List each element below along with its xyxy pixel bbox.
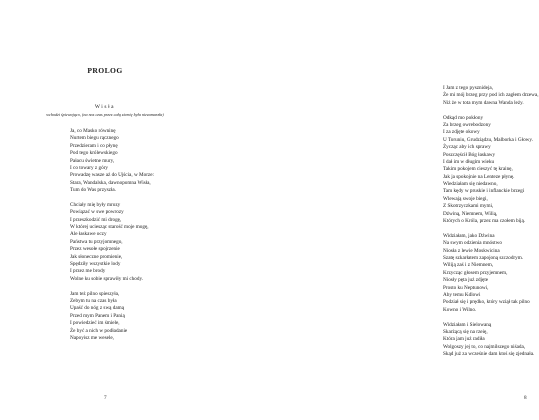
verse-line: Odkąd mo pokłony: [443, 114, 484, 121]
verse-line: Jam też pilno spieszyła,: [70, 290, 120, 297]
verse-line: Skarżącą się na rzeię,: [443, 328, 488, 335]
verse-line: Wolgoszy jej to, co najmilszego niśada,: [443, 343, 526, 350]
verse-line: Na swym odzienia mnóstwo: [443, 240, 502, 247]
verse-line: Ja, co Masko równinę: [70, 128, 116, 134]
verse-line: I przeszkodzić mi drogę,: [70, 216, 122, 223]
verse-line: Kowno i Wilno.: [443, 306, 477, 313]
verse-line: Jak słoneczne promienie,: [70, 253, 123, 260]
verse-line: Niosła z lewie Moskwicina: [443, 247, 500, 254]
prolog-heading: PROLOG: [87, 66, 123, 75]
verse-line: Która jam już radiła: [443, 336, 485, 343]
verse-line: Poszczęścił Bóg łaskawy: [443, 151, 496, 158]
page-number-left: 7: [104, 395, 107, 401]
stanza-break: [70, 283, 154, 290]
verse-line: Powiązać w swe powrozy: [70, 209, 124, 216]
verse-line: Prowadzę wasze aż do Ujścia, w Morze:: [70, 172, 154, 179]
verse-line: Przed mym Panem i Panią: [70, 312, 125, 319]
verse-line: I Jam z tego pysznideja,: [443, 85, 493, 91]
verse-line: Zebym tu na czas była: [70, 297, 117, 304]
verse-line: Dźwiną, Niemnem, Wilią,: [443, 210, 498, 217]
verse-line: Pałacu świetne mury,: [70, 157, 115, 164]
verse-line: Życząc aby ich sprawy: [443, 144, 491, 151]
verse-line: Niosły pęta już zdjęte: [443, 277, 489, 284]
right-page: [210, 0, 539, 420]
verse-line: Przedzieram i co płynę: [70, 142, 118, 149]
verse-line: Że mi mój brzeg przy pod ich zagłem drzewa,: [443, 92, 539, 99]
epigraph: wchodzi śpiewająco, (na nos czas przez całą ziemię była niezamarzła): [46, 112, 164, 117]
verse-line: Których o Króla, przez ma czołem biją.: [443, 218, 526, 225]
verse-line: Aby temu Kdlowi: [443, 291, 481, 298]
verse-line: Nurtem biegu rącznego: [70, 135, 119, 142]
verse-line: I za zdjęte okowy: [443, 129, 480, 136]
verse-line: Chciały mię były mrozy: [70, 201, 121, 208]
verse-line: Spędziły wszystkie lody: [70, 261, 121, 268]
verse-line: Krzycząc głosem przyjemnem,: [443, 269, 508, 276]
verse-line: Za brzeg owrebodzony: [443, 121, 491, 128]
verse-line: Widziałam i Sielowaną: [443, 321, 492, 328]
left-verse-block: [70, 128, 154, 342]
verse-line: Jak ja spokojnie na Lenteze płynę.: [443, 173, 515, 180]
stanza-break: [443, 314, 539, 321]
verse-line: Widziałam, jako Dźwina: [443, 232, 495, 239]
poem-title: Wisła: [94, 104, 116, 110]
verse-line: Wlewają swoje biegi,: [443, 195, 488, 202]
verse-line: Ale łaskawe oczy: [70, 231, 107, 238]
verse-line: Stara, Wandalska, dawnopomna Wisła,: [70, 179, 151, 186]
stanza-break: [70, 195, 154, 202]
verse-line: I powiedzieć im śmiele,: [70, 320, 120, 327]
right-verse-block: [443, 85, 539, 358]
verse-line: Przez wesołe spojrzenie: [70, 246, 120, 253]
verse-line: Że być a nich w podładanie: [70, 327, 128, 334]
verse-line: Upaść do nóg z swą damą: [70, 305, 125, 312]
verse-line: Napoyisz me wesele,: [70, 334, 114, 341]
verse-line: Tam kędy w pruskie i inflanckie brzegi: [443, 188, 525, 195]
verse-line: Takim pokojem cieszyć tę krainę,: [443, 166, 513, 173]
page-number-right: 8: [524, 395, 527, 401]
verse-line: Niż że w tota mym dawna Wanda leży.: [443, 99, 524, 106]
left-page: [0, 0, 210, 420]
verse-line: U Toruniu, Grudziądzu, Malborka i Głowy.: [443, 136, 533, 143]
verse-line: Pod tego królewskiego: [70, 150, 118, 157]
stanza-break: [443, 107, 539, 114]
verse-line: Wolne ku sobie sprawiły mi chody.: [70, 275, 144, 282]
verse-line: Skąd już za wcześnie dam ktoś się zjednała.: [443, 351, 535, 358]
verse-line: Prosto ku Neptunowi,: [443, 284, 489, 291]
verse-line: I dał im w długim wieku: [443, 158, 495, 165]
verse-line: I przez me brody: [70, 268, 106, 275]
stanza-break: [443, 225, 539, 232]
verse-line: Tum do Was przyszła.: [70, 187, 116, 194]
verse-line: I co towary z góry: [70, 164, 109, 171]
verse-line: Państwa tu przyjomnego,: [70, 238, 123, 245]
verse-line: Podział się i prędko, który wziął tak pilno: [443, 299, 530, 306]
verse-line: Wiedziałam się niedawno,: [443, 181, 498, 188]
verse-line: W której uciesząc starość moje mogę,: [70, 224, 149, 231]
verse-line: Wiliją zaś i z Niemnem,: [443, 262, 494, 269]
verse-line: Z Skotrzyczkami mymi,: [443, 203, 494, 210]
verse-line: Szatę szkarłatem zapojoną szczodrym.: [443, 254, 524, 261]
